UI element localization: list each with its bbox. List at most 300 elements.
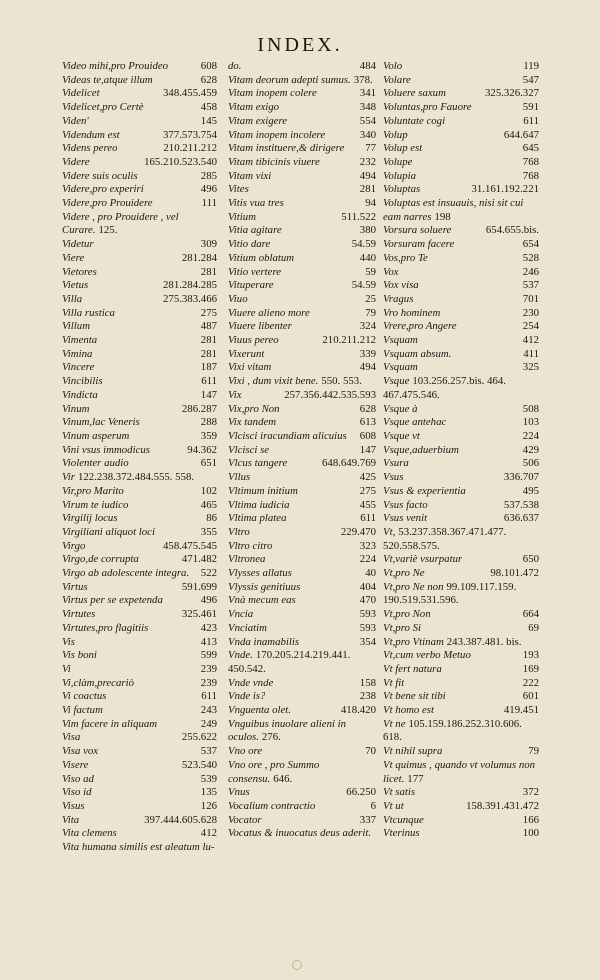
index-term: Vro hominem bbox=[383, 306, 441, 319]
index-term: Vixi , dum vixit bene. bbox=[228, 375, 319, 388]
index-term: Virtutes bbox=[62, 608, 96, 621]
index-page-refs: 103.256.257.bis. 464. 467.475.546. bbox=[383, 375, 506, 401]
index-entry bbox=[228, 485, 376, 499]
index-entry bbox=[228, 704, 376, 718]
index-page-refs: 254 bbox=[522, 320, 539, 333]
index-entry bbox=[383, 197, 539, 224]
index-entry bbox=[383, 170, 539, 184]
index-term: Vites bbox=[228, 183, 249, 196]
index-page-refs: 701 bbox=[522, 292, 539, 305]
index-entry bbox=[228, 581, 376, 595]
index-term: Vt, bbox=[383, 525, 396, 538]
index-entry bbox=[62, 457, 217, 471]
index-entry bbox=[62, 293, 217, 307]
index-entry bbox=[62, 841, 217, 855]
index-term: Vlcisci iracundiam alicuius bbox=[228, 429, 347, 442]
index-page-refs: 636.637 bbox=[503, 512, 539, 525]
index-column-3 bbox=[383, 60, 539, 841]
index-entry bbox=[62, 115, 217, 129]
index-entry bbox=[383, 636, 539, 650]
index-term: Vir,pro Marito bbox=[62, 484, 124, 497]
index-page-refs: 66.250 bbox=[346, 786, 376, 799]
index-page-refs: 275 bbox=[359, 484, 376, 497]
index-page-refs: 378. bbox=[353, 73, 373, 86]
index-page-refs: 324 bbox=[359, 320, 376, 333]
index-term: Vitam instituere,& dirigere bbox=[228, 142, 345, 155]
index-term: Vno ore bbox=[228, 745, 263, 758]
index-term: Vt fert natura bbox=[383, 662, 442, 675]
index-entry bbox=[383, 416, 539, 430]
index-entry bbox=[62, 718, 217, 732]
index-term: Vt ne bbox=[383, 717, 406, 730]
index-page-refs: 281 bbox=[359, 183, 376, 196]
index-entry bbox=[62, 814, 217, 828]
index-term: Volupia bbox=[383, 169, 416, 182]
index-page-refs: 147 bbox=[359, 443, 376, 456]
index-term: Videas te,atque illum bbox=[62, 73, 153, 86]
index-term: Vita bbox=[62, 813, 80, 826]
index-term: Vt quimus , quando vt volumus non licet. bbox=[383, 758, 536, 785]
index-page-refs: 198 bbox=[434, 210, 451, 223]
index-term: Voluntate cogi bbox=[383, 114, 446, 127]
index-term: Vincibilis bbox=[62, 375, 103, 388]
index-page-refs: 276. bbox=[261, 731, 281, 744]
index-entry bbox=[62, 731, 217, 745]
index-page-refs bbox=[371, 827, 374, 839]
index-page-refs: 419.451 bbox=[503, 704, 539, 717]
index-entry bbox=[62, 663, 217, 677]
index-entry bbox=[228, 389, 376, 403]
index-page-refs: 496 bbox=[200, 594, 217, 607]
index-page-refs: 232 bbox=[359, 155, 376, 168]
index-term: Vragus bbox=[383, 292, 414, 305]
index-term: Volup bbox=[383, 128, 408, 141]
index-entry bbox=[228, 690, 376, 704]
index-page-refs: 611 bbox=[360, 512, 376, 525]
index-page-refs: 355 bbox=[200, 525, 217, 538]
index-page-refs: 336.707 bbox=[503, 471, 539, 484]
index-term: Vitio dare bbox=[228, 238, 271, 251]
index-entry bbox=[228, 718, 376, 745]
index-term: Vsque bbox=[383, 375, 410, 388]
index-term: Vitam exigo bbox=[228, 101, 280, 114]
index-entry bbox=[228, 183, 376, 197]
index-term: Vini vsus immodicus bbox=[62, 443, 150, 456]
index-entry bbox=[62, 430, 217, 444]
index-entry bbox=[228, 129, 376, 143]
index-entry bbox=[62, 649, 217, 663]
index-page-refs: 341 bbox=[359, 87, 376, 100]
index-entry bbox=[383, 320, 539, 334]
index-page-refs: 511.522 bbox=[341, 210, 376, 223]
index-term: Virum te iudico bbox=[62, 498, 129, 511]
index-entry bbox=[62, 348, 217, 362]
index-page-refs: 425 bbox=[359, 471, 376, 484]
index-term: Volare bbox=[383, 73, 411, 86]
index-entry bbox=[62, 238, 217, 252]
index-term: Vsura bbox=[383, 457, 409, 470]
index-entry bbox=[62, 389, 217, 403]
index-page-refs: 547 bbox=[522, 73, 539, 86]
index-page-refs: 611 bbox=[201, 690, 217, 703]
index-entry bbox=[228, 827, 376, 841]
index-page-refs: 126 bbox=[200, 799, 217, 812]
index-entry bbox=[228, 636, 376, 650]
index-page-refs: 593 bbox=[359, 621, 376, 634]
index-term: Vitam vixi bbox=[228, 169, 272, 182]
index-entry bbox=[383, 348, 539, 362]
index-term: Vixerunt bbox=[228, 347, 265, 360]
index-term: Vt bene sit tibi bbox=[383, 690, 446, 703]
index-entry bbox=[383, 101, 539, 115]
index-term: Vocator bbox=[228, 813, 262, 826]
index-entry bbox=[383, 581, 539, 608]
index-term: Virgo ab adolescente integra. bbox=[62, 567, 190, 580]
index-term: Vix tandem bbox=[228, 416, 277, 429]
index-page-refs: 644.647 bbox=[503, 128, 539, 141]
index-page-refs: 348.455.459 bbox=[163, 87, 217, 100]
index-term: Volupe bbox=[383, 155, 413, 168]
index-entry bbox=[62, 403, 217, 417]
index-entry bbox=[228, 526, 376, 540]
index-page-refs: 275 bbox=[200, 306, 217, 319]
index-page-refs: 372 bbox=[522, 786, 539, 799]
index-page-refs: 601 bbox=[522, 690, 539, 703]
index-term: Vis boni bbox=[62, 649, 97, 662]
index-term: Vinum,lac Veneris bbox=[62, 416, 140, 429]
index-term: Vsque antehac bbox=[383, 416, 447, 429]
index-entry bbox=[228, 293, 376, 307]
index-term: Vietus bbox=[62, 279, 89, 292]
index-page-refs: 380 bbox=[359, 224, 376, 237]
index-term: Vi bbox=[62, 662, 71, 675]
index-term: Vocatus & inuocatus deus aderit. bbox=[228, 827, 372, 840]
index-page-refs: 608 bbox=[200, 60, 217, 72]
index-page-refs: 187 bbox=[200, 361, 217, 374]
index-term: Virgiliani aliquot loci bbox=[62, 525, 155, 538]
index-term: Vos,pro Te bbox=[383, 251, 428, 264]
index-page-refs: 281.284.285 bbox=[163, 279, 217, 292]
index-entry bbox=[228, 197, 376, 211]
index-term: Vltro citro bbox=[228, 539, 273, 552]
index-page-refs: 646. bbox=[273, 772, 293, 785]
index-page-refs: 158.391.431.472 bbox=[466, 799, 539, 812]
index-entry bbox=[228, 101, 376, 115]
index-page-refs: 53.237.358.367.471.477. 520.558.575. bbox=[383, 525, 507, 552]
index-entry bbox=[383, 814, 539, 828]
index-term: Vsus bbox=[383, 471, 404, 484]
index-page-refs: 554 bbox=[359, 114, 376, 127]
index-page-refs: 455 bbox=[359, 498, 376, 511]
index-page-refs: 650 bbox=[522, 553, 539, 566]
index-page-refs: 86 bbox=[206, 512, 217, 525]
index-page-refs: 494 bbox=[359, 361, 376, 374]
index-page-refs: 285 bbox=[200, 169, 217, 182]
index-term: Vt,pro Vtinam bbox=[383, 635, 444, 648]
index-entry bbox=[228, 348, 376, 362]
index-entry bbox=[62, 677, 217, 691]
index-entry bbox=[383, 512, 539, 526]
index-term: Vt,pro Ne non bbox=[383, 580, 444, 593]
index-entry bbox=[383, 759, 539, 786]
index-term: Vncia bbox=[228, 608, 254, 621]
index-term: Vox visa bbox=[383, 279, 419, 292]
index-term: Vitis vua tres bbox=[228, 197, 284, 210]
index-entry bbox=[228, 540, 376, 554]
index-page-refs: 230 bbox=[522, 306, 539, 319]
index-entry bbox=[62, 252, 217, 266]
page-title: INDEX. bbox=[257, 34, 343, 56]
index-entry bbox=[62, 800, 217, 814]
index-term: Vt,variè vsurpatur bbox=[383, 553, 463, 566]
index-term: Vltimum initium bbox=[228, 484, 298, 497]
index-term: Vincere bbox=[62, 361, 95, 374]
index-term: Visere bbox=[62, 758, 89, 771]
index-entry bbox=[228, 444, 376, 458]
index-entry bbox=[228, 307, 376, 321]
index-page-refs: 613 bbox=[359, 416, 376, 429]
index-term: Vis bbox=[62, 635, 75, 648]
index-page-refs: 79 bbox=[365, 306, 376, 319]
index-page-refs: 105.159.186.252.310.606. 618. bbox=[383, 717, 522, 744]
index-page-refs: 210.211.212 bbox=[322, 334, 376, 347]
index-page-refs: 429 bbox=[522, 443, 539, 456]
index-entry bbox=[383, 238, 539, 252]
index-entry bbox=[228, 677, 376, 691]
index-term: Vi coactus bbox=[62, 690, 107, 703]
index-term: Vitam inopem incolere bbox=[228, 128, 326, 141]
index-page-refs: 147 bbox=[200, 388, 217, 401]
index-entry bbox=[62, 74, 217, 88]
index-term: Vno ore , pro Summo consensu. bbox=[228, 758, 320, 785]
index-entry bbox=[228, 170, 376, 184]
index-page-refs: 537 bbox=[200, 745, 217, 758]
index-entry bbox=[228, 814, 376, 828]
index-page-refs: 471.482 bbox=[181, 553, 217, 566]
index-entry bbox=[62, 129, 217, 143]
index-entry bbox=[228, 87, 376, 101]
index-entry bbox=[228, 471, 376, 485]
index-page-refs: 523.540 bbox=[181, 758, 217, 771]
index-term: Vnde. bbox=[228, 649, 253, 662]
index-term: Vnà mecum eas bbox=[228, 594, 296, 607]
index-term: Videre bbox=[62, 155, 90, 168]
index-term: Vnde is? bbox=[228, 690, 266, 703]
index-entry bbox=[383, 183, 539, 197]
index-entry bbox=[62, 444, 217, 458]
index-entry bbox=[62, 320, 217, 334]
index-entry bbox=[228, 320, 376, 334]
index-page-refs: 77 bbox=[365, 142, 376, 155]
index-entry bbox=[383, 704, 539, 718]
index-entry bbox=[62, 553, 217, 567]
index-term: Vsque vt bbox=[383, 429, 420, 442]
index-entry bbox=[62, 156, 217, 170]
index-page-refs: 119 bbox=[523, 60, 539, 72]
index-entry bbox=[383, 499, 539, 513]
index-page-refs: 309 bbox=[200, 238, 217, 251]
index-page-refs: 243.387.481. bis. bbox=[446, 635, 522, 648]
index-page-refs: 243 bbox=[200, 704, 217, 717]
index-term: Videtur bbox=[62, 238, 94, 251]
index-term: Vltro bbox=[228, 525, 250, 538]
index-page-refs: 458.475.545 bbox=[163, 539, 217, 552]
index-column-1 bbox=[62, 60, 217, 855]
index-page-refs: 54.59 bbox=[351, 279, 376, 292]
index-entry bbox=[228, 361, 376, 375]
index-term: Vi,clàm,precariò bbox=[62, 676, 134, 689]
index-page-refs: 165.210.523.540 bbox=[144, 155, 217, 168]
index-page-refs: 651 bbox=[200, 457, 217, 470]
index-term: Videlicet bbox=[62, 87, 100, 100]
index-entry bbox=[383, 663, 539, 677]
index-page-refs: 611 bbox=[201, 375, 217, 388]
index-term: Vt ut bbox=[383, 799, 404, 812]
index-term: Volo bbox=[383, 60, 403, 72]
index-page-refs: 377.573.754 bbox=[163, 128, 217, 141]
index-term: Vnde vnde bbox=[228, 676, 274, 689]
index-entry bbox=[383, 526, 539, 553]
index-entry bbox=[228, 279, 376, 293]
index-page-refs: 648.649.769 bbox=[322, 457, 376, 470]
index-page-refs: 246 bbox=[522, 265, 539, 278]
index-term: Villa bbox=[62, 292, 83, 305]
index-entry bbox=[228, 375, 376, 389]
index-term: Vsque à bbox=[383, 402, 418, 415]
index-term: Vitam exigere bbox=[228, 114, 288, 127]
index-entry bbox=[383, 361, 539, 375]
index-term: Vnguenta olet. bbox=[228, 704, 291, 717]
index-term: Vorsura soluere bbox=[383, 224, 452, 237]
index-term: Voluere saxum bbox=[383, 87, 446, 100]
index-page-refs: 412 bbox=[522, 334, 539, 347]
index-entry bbox=[228, 266, 376, 280]
page-ornament bbox=[292, 960, 302, 970]
index-term: Vitia agitare bbox=[228, 224, 282, 237]
index-term: Vix,pro Non bbox=[228, 402, 280, 415]
index-entry bbox=[62, 142, 217, 156]
index-entry bbox=[62, 471, 217, 485]
index-page-refs: 599 bbox=[200, 649, 217, 662]
index-entry bbox=[383, 307, 539, 321]
index-entry bbox=[228, 403, 376, 417]
index-entry bbox=[383, 430, 539, 444]
index-page-refs: 99.109.117.159. 190.519.531.596. bbox=[383, 580, 517, 607]
index-term: Vlyssis genitiuus bbox=[228, 580, 301, 593]
index-entry bbox=[62, 690, 217, 704]
index-entry bbox=[383, 224, 539, 238]
index-page-refs: 470 bbox=[359, 594, 376, 607]
index-page-refs: 59 bbox=[365, 265, 376, 278]
index-page-refs: 158 bbox=[359, 676, 376, 689]
index-term: Voluptas bbox=[383, 183, 421, 196]
index-page-refs: 325 bbox=[522, 361, 539, 374]
index-page-refs: 591.699 bbox=[181, 580, 217, 593]
index-page-refs: 337 bbox=[359, 813, 376, 826]
index-term: Vi factum bbox=[62, 704, 103, 717]
index-page-refs: 537.538 bbox=[503, 498, 539, 511]
index-term: Viuus pereo bbox=[228, 334, 279, 347]
index-entry bbox=[62, 636, 217, 650]
index-term: Vnus bbox=[228, 786, 250, 799]
index-term: Vt,pro Si bbox=[383, 621, 421, 634]
index-page-refs: 224 bbox=[359, 553, 376, 566]
index-term: Vsus facto bbox=[383, 498, 428, 511]
index-page-refs: 281.284 bbox=[181, 251, 217, 264]
index-term: Vsquam bbox=[383, 361, 418, 374]
index-page-refs: 257.356.442.535.593 bbox=[284, 388, 376, 401]
index-term: Video mihi,pro Prouideo bbox=[62, 60, 169, 72]
index-entry bbox=[228, 224, 376, 238]
index-entry bbox=[228, 334, 376, 348]
index-entry bbox=[62, 608, 217, 622]
index-entry bbox=[62, 361, 217, 375]
index-entry bbox=[228, 430, 376, 444]
index-entry bbox=[383, 444, 539, 458]
index-term: Vimina bbox=[62, 347, 93, 360]
index-term: Vt,pro Ne bbox=[383, 567, 425, 580]
index-entry bbox=[62, 581, 217, 595]
index-page-refs: 239 bbox=[200, 662, 217, 675]
index-entry bbox=[62, 307, 217, 321]
index-page-refs: 275.383.466 bbox=[163, 292, 217, 305]
index-entry bbox=[383, 827, 539, 841]
index-entry bbox=[62, 60, 217, 74]
index-page-refs: 323 bbox=[359, 539, 376, 552]
index-entry bbox=[383, 252, 539, 266]
index-page-refs: 412 bbox=[200, 827, 217, 840]
index-page-refs: 404 bbox=[359, 580, 376, 593]
index-entry bbox=[383, 608, 539, 622]
index-page-refs: 325.461 bbox=[181, 608, 217, 621]
index-page-refs: 135 bbox=[200, 786, 217, 799]
index-page-refs: 664 bbox=[522, 608, 539, 621]
index-page-refs: 40 bbox=[365, 567, 376, 580]
index-term: Vsquam absum. bbox=[383, 347, 452, 360]
index-page-refs: 281 bbox=[200, 334, 217, 347]
index-page-refs: 611 bbox=[523, 114, 539, 127]
index-term: do. bbox=[228, 60, 242, 72]
index-term: Videndum est bbox=[62, 128, 120, 141]
index-term: Vtcunque bbox=[383, 813, 424, 826]
index-entry bbox=[62, 704, 217, 718]
index-term: Vorsuram facere bbox=[383, 238, 455, 251]
index-page-refs: 325.326.327 bbox=[485, 87, 539, 100]
index-term: Vlysses allatus bbox=[228, 567, 292, 580]
index-page-refs: 537 bbox=[522, 279, 539, 292]
index-term: Virtus per se expetenda bbox=[62, 594, 163, 607]
index-page-refs: 591 bbox=[522, 101, 539, 114]
index-page-refs: 229.470 bbox=[340, 525, 376, 538]
index-page-refs: 239 bbox=[200, 676, 217, 689]
index-entry bbox=[62, 759, 217, 773]
index-entry bbox=[383, 677, 539, 691]
index-term: Vir bbox=[62, 471, 75, 484]
index-term: Visus bbox=[62, 799, 85, 812]
index-term: Vt,cum verbo Metuo bbox=[383, 649, 471, 662]
index-term: Vt,pro Non bbox=[383, 608, 431, 621]
index-term: Vrere,pro Angere bbox=[383, 320, 457, 333]
index-term: Vitam inopem colere bbox=[228, 87, 317, 100]
index-term: Vitam deorum adepti sumus. bbox=[228, 73, 351, 86]
index-entry bbox=[383, 690, 539, 704]
index-term: Vsus venit bbox=[383, 512, 428, 525]
index-term: Visa bbox=[62, 731, 81, 744]
index-column-2 bbox=[228, 60, 376, 841]
index-page-refs: 423 bbox=[200, 621, 217, 634]
index-term: Voluptas est insuauis, nisi sit cui eam narres bbox=[383, 197, 524, 223]
index-page-refs: 70 bbox=[365, 745, 376, 758]
